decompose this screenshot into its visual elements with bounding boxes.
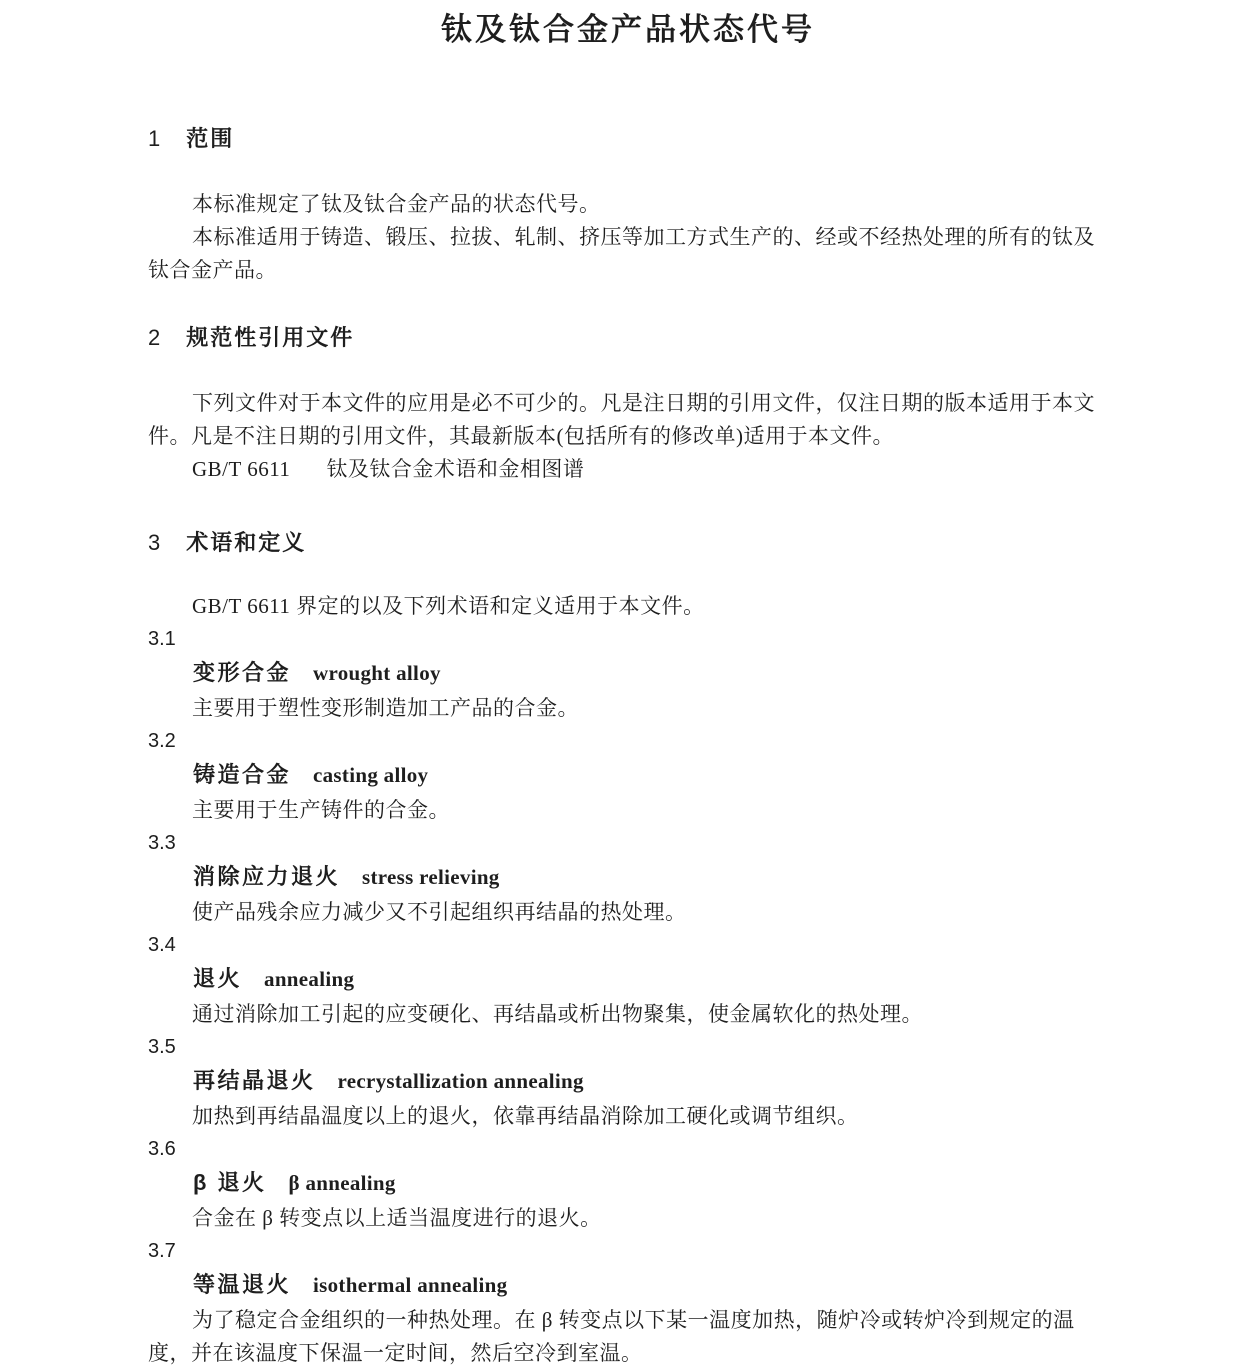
section-2-heading — [148, 321, 1108, 354]
term-definition: 使产品残余应力减少又不引起组织再结晶的热处理。 — [192, 900, 687, 924]
clause-number-3-5: 3.5 — [148, 1036, 176, 1058]
clause-number-3-3: 3.3 — [148, 832, 176, 854]
term-annealing — [148, 962, 1108, 998]
section-2-title: 规范性引用文件 — [186, 325, 355, 350]
section-1-heading — [148, 122, 1108, 155]
term-zh: 退火 — [193, 966, 243, 991]
clause-number-3-7: 3.7 — [148, 1240, 176, 1262]
section-3-title: 术语和定义 — [186, 530, 307, 555]
term-wrought-alloy — [148, 656, 1108, 692]
section-1-number: 1 — [148, 126, 161, 151]
section-2-paragraph-1: 下列文件对于本文件的应用是必不可少的。凡是注日期的引用文件，仅注日期的版本适用于本文件。凡是不注日期的引用文件，其最新版本(包括所有的修改单)适用于本文件。 — [148, 391, 1095, 448]
term-recrystallization-annealing — [148, 1064, 1108, 1100]
term-en: recrystallization annealing — [337, 1069, 584, 1093]
clause-number-3-2: 3.2 — [148, 730, 176, 752]
term-en: isothermal annealing — [313, 1273, 508, 1297]
term-definition: 主要用于生产铸件的合金。 — [192, 798, 450, 822]
term-zh: 变形合金 — [193, 660, 292, 685]
term-en: stress relieving — [362, 865, 500, 889]
document-title: 钛及钛合金产品状态代号 — [441, 12, 815, 47]
term-definition: 为了稳定合金组织的一种热处理。在 β 转变点以下某一温度加热，随炉冷或转炉冷到规定的温度，并在该温度下保温一定时间，然后空冷到室温。 — [148, 1308, 1075, 1365]
term-zh: β 退火 — [193, 1170, 267, 1195]
term-zh: 等温退火 — [193, 1272, 292, 1297]
section-3-number: 3 — [148, 530, 161, 555]
term-en: wrought alloy — [313, 661, 441, 685]
term-zh: 铸造合金 — [193, 762, 292, 787]
reference-code: GB/T 6611 — [192, 457, 291, 481]
term-beta-annealing — [148, 1166, 1108, 1202]
section-3-paragraph-1: GB/T 6611 界定的以及下列术语和定义适用于本文件。 — [192, 594, 705, 618]
reference-title: 钛及钛合金术语和金相图谱 — [326, 457, 585, 481]
term-en: β annealing — [288, 1171, 396, 1195]
section-1-paragraph-2: 本标准适用于铸造、锻压、拉拔、轧制、挤压等加工方式生产的、经或不经热处理的所有的钛及钛合金产品。 — [148, 225, 1095, 282]
clause-number-3-6: 3.6 — [148, 1138, 176, 1160]
clause-number-3-1: 3.1 — [148, 628, 176, 650]
term-casting-alloy — [148, 758, 1108, 794]
term-en: casting alloy — [313, 763, 429, 787]
normative-reference — [148, 453, 1108, 486]
section-2-number: 2 — [148, 325, 161, 350]
term-stress-relieving — [148, 860, 1108, 896]
term-isothermal-annealing — [148, 1268, 1108, 1304]
section-1-title: 范围 — [186, 126, 235, 151]
term-definition: 合金在 β 转变点以上适当温度进行的退火。 — [192, 1206, 602, 1230]
term-zh: 再结晶退火 — [193, 1068, 316, 1093]
term-en: annealing — [264, 967, 355, 991]
term-definition: 加热到再结晶温度以上的退火，依靠再结晶消除加工硬化或调节组织。 — [192, 1104, 859, 1128]
clause-number-3-4: 3.4 — [148, 934, 176, 956]
term-zh: 消除应力退火 — [193, 864, 341, 889]
term-definition: 主要用于塑性变形制造加工产品的合金。 — [192, 696, 579, 720]
term-definition: 通过消除加工引起的应变硬化、再结晶或析出物聚集，使金属软化的热处理。 — [192, 1002, 923, 1026]
section-1-paragraph-1: 本标准规定了钛及钛合金产品的状态代号。 — [192, 192, 601, 216]
section-3-heading — [148, 526, 1108, 559]
